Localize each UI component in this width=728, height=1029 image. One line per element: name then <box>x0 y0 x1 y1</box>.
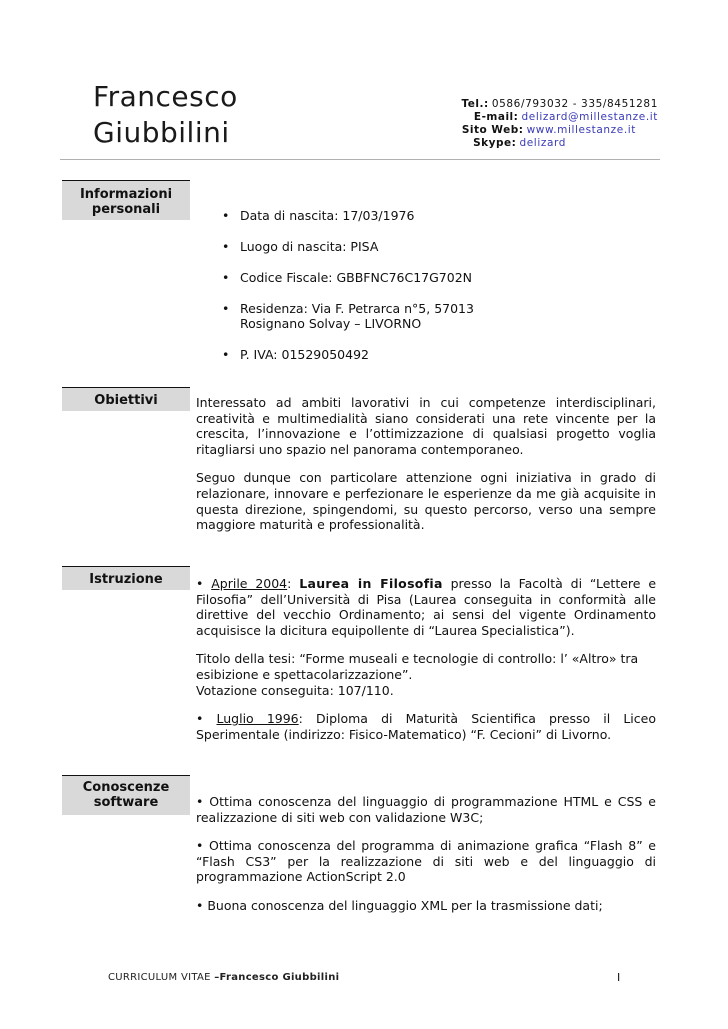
contact-skype: Skype: delizard <box>473 137 566 149</box>
contact-website: Sito Web: www.millestanze.it <box>461 124 636 136</box>
contact-email-label: E-mail <box>473 111 514 123</box>
contact-phone-value: 0586/793032 - 335/8451281 <box>491 98 658 110</box>
footer-prefix: CURRICULUM VITAE <box>108 972 211 983</box>
education-thesis <box>196 651 656 698</box>
education-degree-text: presso la Facoltà di “Lettere e Filosofia” dell’Università di Pisa (Laurea conseguita in conformità alle direttive del vecchio Ordinamento; ai sensi del vigente Ordinamento acquisisce la dicitura equipollente di “Laurea Specialistica”). <box>196 576 657 638</box>
contact-phone-label: Tel. <box>461 98 484 110</box>
header-divider <box>60 159 660 160</box>
first-name: Francesco <box>93 80 238 113</box>
contact-email: E-mail: delizard@millestanze.it <box>473 111 658 123</box>
education-date: Aprile 2004 <box>211 576 288 591</box>
personal-info-list <box>222 208 502 378</box>
list-item: • Codice Fiscale: GBBFNC76C17G702N <box>222 270 502 285</box>
education-text <box>196 576 656 755</box>
section-label-informazioni <box>62 180 190 220</box>
education-entry-diploma: • Luglio 1996: Diploma di Maturità Scientifica presso il Liceo Sperimentale (indirizzo: Fisico-Matematico) “F. Cecioni” di Livorno. <box>196 711 656 742</box>
contact-website-link[interactable]: www.millestanze.it <box>526 124 636 136</box>
objectives-paragraph: Interessato ad ambiti lavorativi in cui competenze interdisciplinari, creatività e multimedialità siano considerati una rete vincente per la crescita, l’innovazione e l’ottimizzazione di qualsiasi progetto voglia ritagliarsi uno spazio nel panorama contemporaneo. <box>196 395 656 457</box>
software-item: • Ottima conoscenza del linguaggio di programmazione HTML e CSS e realizzazione di siti web con validazione W3C; <box>196 794 656 825</box>
section-label-istruzione: Istruzione <box>62 566 190 590</box>
education-thesis-grade: Votazione conseguita: 107/110. <box>196 682 394 698</box>
education-date: Luglio 1996 <box>216 711 299 727</box>
contact-skype-label: Skype <box>473 137 512 149</box>
list-item: • P. IVA: 01529050492 <box>222 347 502 362</box>
software-item-text: Buona conoscenza del linguaggio XML per la trasmissione dati; <box>207 897 603 913</box>
section-label-conoscenze-line2: software <box>93 795 159 810</box>
page-number: I <box>617 971 621 984</box>
section-label-conoscenze <box>62 775 190 815</box>
education-entry-degree: • Aprile 2004: Laurea in Filosofia presso la Facoltà di “Lettere e Filosofia” dell’Università di Pisa (Laurea conseguita in conformità alle direttive del vecchio Ordinamento; ai sensi del vigente Ordinamento acquisisce la dicitura equipollente di “Laurea Specialistica”). <box>196 576 657 638</box>
list-item: • Luogo di nascita: PISA <box>222 239 502 254</box>
objectives-text <box>196 395 656 546</box>
page-footer <box>108 972 339 983</box>
section-label-obiettivi: Obiettivi <box>62 387 190 411</box>
section-label-informazioni-line1: Informazioni <box>79 187 173 202</box>
objectives-paragraph: Seguo dunque con particolare attenzione ogni iniziativa in grado di relazionare, innovare e perfezionare le esperienze da me già acquisite in questa direzione, spingendomi, su questo percorso, verso una sempre maggiore maturità e professionalità. <box>196 470 656 533</box>
education-thesis-title: Titolo della tesi: “Forme museali e tecnologie di controllo: l’ «Altro» tra esibizione e spettacolarizzazione”. <box>196 651 639 682</box>
contact-skype-value: delizard <box>519 137 566 149</box>
footer-name: –Francesco Giubbilini <box>214 972 340 983</box>
contact-website-label: Sito Web <box>461 124 519 136</box>
software-item: • Buona conoscenza del linguaggio XML per la trasmissione dati; <box>196 897 603 913</box>
section-label-conoscenze-line1: Conoscenze <box>82 780 170 795</box>
list-item: • Data di nascita: 17/03/1976 <box>222 208 502 223</box>
software-item-text: Ottima conoscenza del linguaggio di programmazione HTML e CSS e realizzazione di siti web con validazione W3C; <box>196 794 656 825</box>
education-diploma-text: : Diploma di Maturità Scientifica presso il Liceo Sperimentale (indirizzo: Fisico-Matematico) “F. Cecioni” di Livorno. <box>196 711 656 742</box>
contact-email-link[interactable]: delizard@millestanze.it <box>521 111 658 123</box>
last-name: Giubbilini <box>93 116 230 149</box>
contact-phone: Tel.: 0586/793032 - 335/8451281 <box>461 98 658 110</box>
list-item: • Residenza: Via F. Petrarca n°5, 57013 Rosignano Solvay – LIVORNO <box>222 301 485 331</box>
software-text <box>196 794 656 927</box>
section-label-informazioni-line2: personali <box>91 202 161 217</box>
contact-block <box>358 98 658 150</box>
software-item: • Ottima conoscenza del programma di animazione grafica “Flash 8” e “Flash CS3” per la realizzazione di siti web e del linguaggio di programmazione ActionScript 2.0 <box>196 838 656 885</box>
education-degree-title: Laurea in Filosofia <box>299 576 443 591</box>
software-item-text: Ottima conoscenza del programma di animazione grafica “Flash 8” e “Flash CS3” per la realizzazione di siti web e del linguaggio di programmazione ActionScript 2.0 <box>196 838 656 885</box>
